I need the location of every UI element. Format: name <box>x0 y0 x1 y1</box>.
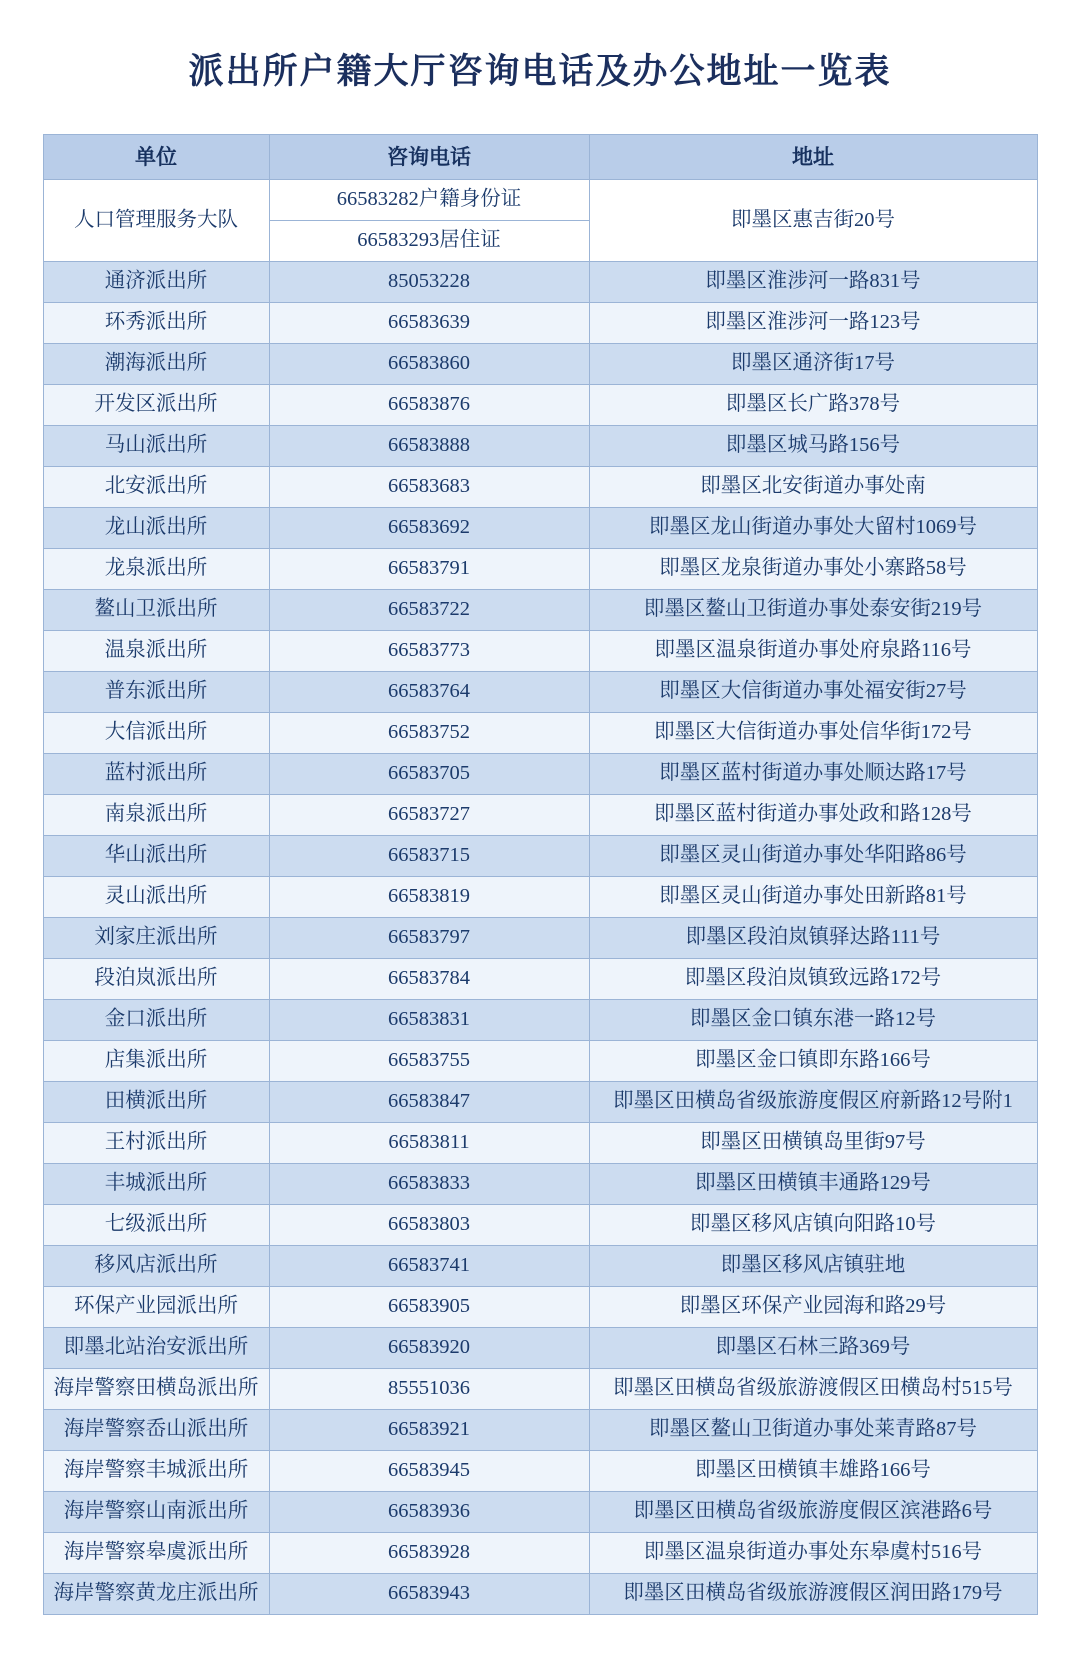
table-row <box>43 590 1037 631</box>
cell-phone: 66583945 <box>269 1451 589 1492</box>
cell-address: 即墨区田横镇丰雄路166号 <box>589 1451 1037 1492</box>
table-header <box>43 135 1037 180</box>
table-row <box>43 385 1037 426</box>
cell-phone: 66583833 <box>269 1164 589 1205</box>
cell-address: 即墨区城马路156号 <box>589 426 1037 467</box>
cell-address: 即墨区北安街道办事处南 <box>589 467 1037 508</box>
cell-phone: 66583905 <box>269 1287 589 1328</box>
cell-phone: 66583803 <box>269 1205 589 1246</box>
cell-unit: 海岸警察黄龙庄派出所 <box>43 1574 269 1615</box>
table-row <box>43 1410 1037 1451</box>
cell-unit: 王村派出所 <box>43 1123 269 1164</box>
table-row <box>43 1369 1037 1410</box>
table-row <box>43 918 1037 959</box>
cell-phone: 66583755 <box>269 1041 589 1082</box>
cell-phone: 66583293居住证 <box>269 221 589 262</box>
cell-unit: 海岸警察田横岛派出所 <box>43 1369 269 1410</box>
cell-unit: 段泊岚派出所 <box>43 959 269 1000</box>
cell-phone: 66583727 <box>269 795 589 836</box>
cell-phone: 66583705 <box>269 754 589 795</box>
cell-unit: 海岸警察皋虞派出所 <box>43 1533 269 1574</box>
cell-unit: 即墨北站治安派出所 <box>43 1328 269 1369</box>
cell-phone: 66583715 <box>269 836 589 877</box>
cell-phone: 66583928 <box>269 1533 589 1574</box>
cell-unit: 华山派出所 <box>43 836 269 877</box>
table-row <box>43 795 1037 836</box>
cell-phone: 66583920 <box>269 1328 589 1369</box>
table-row <box>43 426 1037 467</box>
cell-phone: 66583811 <box>269 1123 589 1164</box>
cell-phone: 66583847 <box>269 1082 589 1123</box>
table-body <box>43 180 1037 1615</box>
cell-address: 即墨区长广路378号 <box>589 385 1037 426</box>
cell-address: 即墨区金口镇即东路166号 <box>589 1041 1037 1082</box>
cell-address: 即墨区环保产业园海和路29号 <box>589 1287 1037 1328</box>
cell-phone: 66583936 <box>269 1492 589 1533</box>
cell-address: 即墨区田横岛省级旅游度假区滨港路6号 <box>589 1492 1037 1533</box>
cell-phone: 66583791 <box>269 549 589 590</box>
table-row <box>43 1287 1037 1328</box>
cell-unit: 田横派出所 <box>43 1082 269 1123</box>
cell-unit: 大信派出所 <box>43 713 269 754</box>
cell-phone: 66583752 <box>269 713 589 754</box>
cell-address: 即墨区大信街道办事处福安街27号 <box>589 672 1037 713</box>
cell-unit: 龙山派出所 <box>43 508 269 549</box>
cell-address: 即墨区龙山街道办事处大留村1069号 <box>589 508 1037 549</box>
cell-address: 即墨区蓝村街道办事处顺达路17号 <box>589 754 1037 795</box>
table-row <box>43 1041 1037 1082</box>
table-row <box>43 1328 1037 1369</box>
table-row <box>43 631 1037 672</box>
table-row <box>43 836 1037 877</box>
cell-phone: 66583639 <box>269 303 589 344</box>
cell-address: 即墨区田横岛省级旅游度假区府新路12号附1 <box>589 1082 1037 1123</box>
cell-phone: 66583741 <box>269 1246 589 1287</box>
cell-phone: 66583683 <box>269 467 589 508</box>
cell-address: 即墨区龙泉街道办事处小寨路58号 <box>589 549 1037 590</box>
cell-address: 即墨区灵山街道办事处田新路81号 <box>589 877 1037 918</box>
table-row <box>43 672 1037 713</box>
cell-address: 即墨区蓝村街道办事处政和路128号 <box>589 795 1037 836</box>
cell-address: 即墨区惠吉街20号 <box>589 180 1037 262</box>
cell-address: 即墨区淮涉河一路831号 <box>589 262 1037 303</box>
cell-unit: 鳌山卫派出所 <box>43 590 269 631</box>
cell-phone: 66583722 <box>269 590 589 631</box>
cell-unit: 海岸警察丰城派出所 <box>43 1451 269 1492</box>
column-header-unit: 单位 <box>43 135 269 180</box>
cell-unit: 南泉派出所 <box>43 795 269 836</box>
cell-unit: 移风店派出所 <box>43 1246 269 1287</box>
cell-phone: 66583797 <box>269 918 589 959</box>
cell-unit: 蓝村派出所 <box>43 754 269 795</box>
cell-address: 即墨区田横镇丰通路129号 <box>589 1164 1037 1205</box>
cell-phone: 66583888 <box>269 426 589 467</box>
table-row <box>43 1205 1037 1246</box>
table-row <box>43 1000 1037 1041</box>
cell-unit: 环保产业园派出所 <box>43 1287 269 1328</box>
cell-address: 即墨区通济街17号 <box>589 344 1037 385</box>
cell-address: 即墨区田横镇岛里街97号 <box>589 1123 1037 1164</box>
table-row <box>43 180 1037 221</box>
cell-unit: 海岸警察岙山派出所 <box>43 1410 269 1451</box>
cell-address: 即墨区灵山街道办事处华阳路86号 <box>589 836 1037 877</box>
cell-phone: 66583921 <box>269 1410 589 1451</box>
cell-phone: 66583831 <box>269 1000 589 1041</box>
table-row <box>43 1123 1037 1164</box>
table-row <box>43 1164 1037 1205</box>
table-row <box>43 713 1037 754</box>
table-row <box>43 303 1037 344</box>
cell-phone: 66583784 <box>269 959 589 1000</box>
cell-unit: 人口管理服务大队 <box>43 180 269 262</box>
cell-phone: 66583692 <box>269 508 589 549</box>
table-row <box>43 877 1037 918</box>
cell-address: 即墨区段泊岚镇致远路172号 <box>589 959 1037 1000</box>
cell-address: 即墨区段泊岚镇驿达路111号 <box>589 918 1037 959</box>
police-station-contact-table <box>43 134 1038 1615</box>
cell-address: 即墨区大信街道办事处信华街172号 <box>589 713 1037 754</box>
column-header-phone: 咨询电话 <box>269 135 589 180</box>
cell-address: 即墨区田横岛省级旅游渡假区润田路179号 <box>589 1574 1037 1615</box>
cell-address: 即墨区鳌山卫街道办事处莱青路87号 <box>589 1410 1037 1451</box>
table-row <box>43 1574 1037 1615</box>
cell-phone: 66583764 <box>269 672 589 713</box>
cell-unit: 海岸警察山南派出所 <box>43 1492 269 1533</box>
cell-address: 即墨区温泉街道办事处府泉路116号 <box>589 631 1037 672</box>
cell-phone: 66583773 <box>269 631 589 672</box>
cell-address: 即墨区移风店镇向阳路10号 <box>589 1205 1037 1246</box>
page-title: 派出所户籍大厅咨询电话及办公地址一览表 <box>188 52 892 91</box>
table-row <box>43 1246 1037 1287</box>
cell-unit: 金口派出所 <box>43 1000 269 1041</box>
cell-address: 即墨区淮涉河一路123号 <box>589 303 1037 344</box>
table-header-row <box>43 135 1037 180</box>
cell-unit: 通济派出所 <box>43 262 269 303</box>
cell-unit: 七级派出所 <box>43 1205 269 1246</box>
cell-unit: 龙泉派出所 <box>43 549 269 590</box>
cell-unit: 北安派出所 <box>43 467 269 508</box>
table-row <box>43 754 1037 795</box>
cell-phone: 66583819 <box>269 877 589 918</box>
cell-unit: 环秀派出所 <box>43 303 269 344</box>
table-row <box>43 1533 1037 1574</box>
column-header-address: 地址 <box>589 135 1037 180</box>
cell-unit: 店集派出所 <box>43 1041 269 1082</box>
cell-phone: 85551036 <box>269 1369 589 1410</box>
cell-phone: 66583282户籍身份证 <box>269 180 589 221</box>
table-row <box>43 508 1037 549</box>
cell-phone: 66583876 <box>269 385 589 426</box>
cell-unit: 刘家庄派出所 <box>43 918 269 959</box>
cell-address: 即墨区移风店镇驻地 <box>589 1246 1037 1287</box>
table-row <box>43 344 1037 385</box>
table-row <box>43 1451 1037 1492</box>
cell-phone: 66583943 <box>269 1574 589 1615</box>
cell-address: 即墨区鳌山卫街道办事处泰安街219号 <box>589 590 1037 631</box>
cell-address: 即墨区温泉街道办事处东皋虞村516号 <box>589 1533 1037 1574</box>
cell-unit: 灵山派出所 <box>43 877 269 918</box>
cell-unit: 普东派出所 <box>43 672 269 713</box>
table-row <box>43 1492 1037 1533</box>
table-row <box>43 1082 1037 1123</box>
cell-address: 即墨区田横岛省级旅游渡假区田横岛村515号 <box>589 1369 1037 1410</box>
cell-unit: 开发区派出所 <box>43 385 269 426</box>
cell-unit: 潮海派出所 <box>43 344 269 385</box>
table-row <box>43 959 1037 1000</box>
table-row <box>43 549 1037 590</box>
cell-unit: 丰城派出所 <box>43 1164 269 1205</box>
cell-address: 即墨区石林三路369号 <box>589 1328 1037 1369</box>
table-row <box>43 262 1037 303</box>
table-row <box>43 467 1037 508</box>
cell-phone: 85053228 <box>269 262 589 303</box>
cell-unit: 温泉派出所 <box>43 631 269 672</box>
cell-address: 即墨区金口镇东港一路12号 <box>589 1000 1037 1041</box>
cell-unit: 马山派出所 <box>43 426 269 467</box>
cell-phone: 66583860 <box>269 344 589 385</box>
